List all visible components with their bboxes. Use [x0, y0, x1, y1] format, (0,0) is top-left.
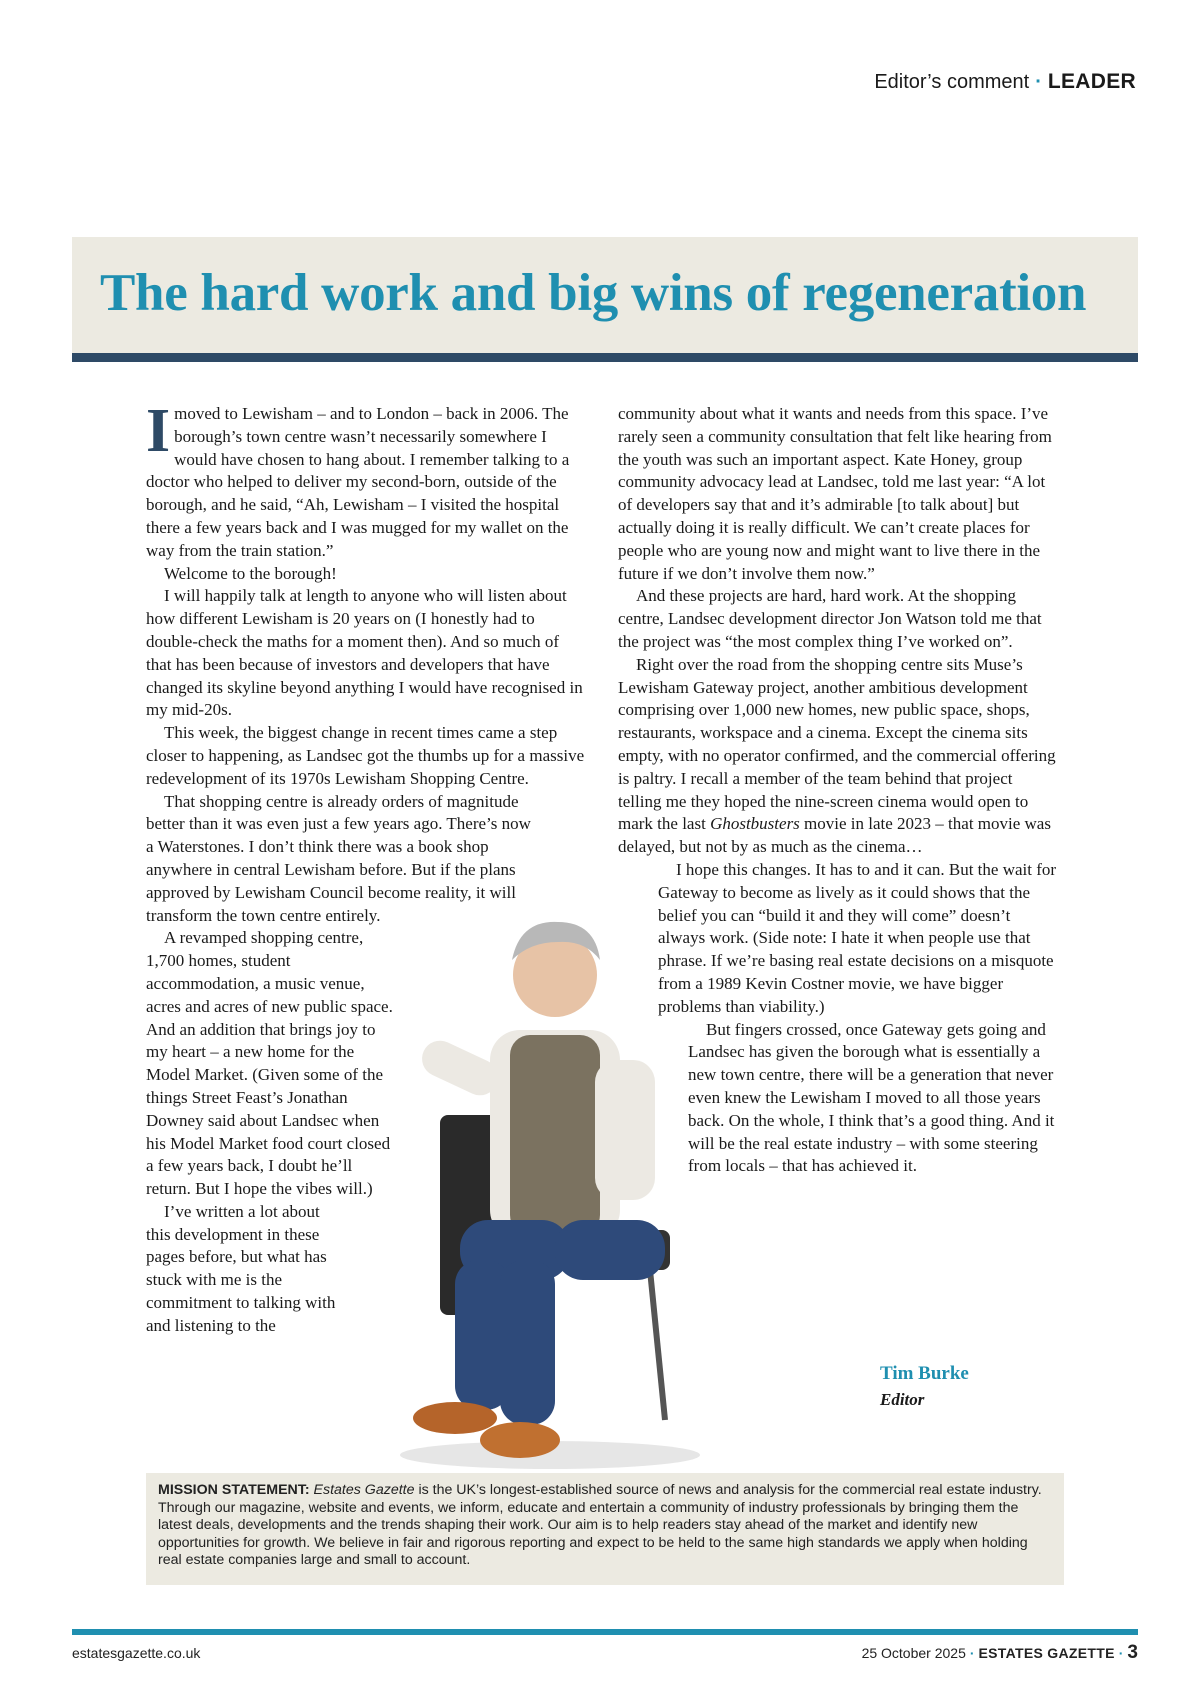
paragraph-text: moved to Lewisham – and to London – back in 2006. The borough’s town centre wasn’t necessarily somewhere I would have chosen to hang about. I remember talking to a doctor who helped to deliver my second-born, outside of the borough, and he said, “Ah, Lewisham – I visited the hospital there a few years back and I was mugged for my wallet on the way from the train station.”	[146, 404, 570, 560]
footer-publication: ESTATES GAZETTE	[978, 1645, 1115, 1661]
separator-dot: ·	[1035, 71, 1042, 93]
paragraph: I’ve written a lot about this development in these pages before, but what has stuck with me is the commitment to talking with and listening to the	[146, 1201, 336, 1335]
separator-dot: ·	[969, 1645, 975, 1661]
mission-text: is the UK’s longest-established source of news and analysis for the commercial real estate industry. Through our magazine, website and events, we inform, educate and entertain a community of industry professionals by bringing them the latest deals, developments and the trends shaping their work. Our aim is to help readers stay ahead of the market and identify new opportunities for growth. We believe in fair and rigorous reporting and expect to be held to the same high standards we apply when holding real estate companies large and small to account.	[158, 1482, 1042, 1568]
separator-dot: ·	[1118, 1645, 1124, 1661]
page-number: 3	[1127, 1642, 1138, 1663]
paragraph: But fingers crossed, once Gateway gets going and Landsec has given the borough what is essentially a new town centre, there will be a generation that never even knew the Lewisham I moved to all those years back. On the whole, I think that’s a good thing. And it will be the real estate industry – with some steering from locals – that has achieved it.	[688, 1019, 1055, 1176]
film-title: Ghostbusters	[710, 814, 800, 834]
drop-cap: I	[146, 397, 171, 465]
article-title: The hard work and big wins of regeneration	[100, 264, 1087, 322]
paragraph: That shopping centre is already orders of magnitude better than it was even just a few years ago. There’s now a Waterstones. I don’t think there was a book shop anywhere in central Lewisham before. But if the plans approved by Lewisham Council become reality, it will transform the town centre entirely.	[146, 791, 531, 925]
paragraph: community about what it wants and needs from this space. I’ve rarely seen a community consultation that felt like hearing from the youth was such an important aspect. Kate Honey, group community advocacy lead at Landsec, told me last year: “A lot of developers say that and it’s admirable [to talk about] but actually doing it is really difficult. We can’t create places for people who are young now and might want to live there in the future if we don’t involve them now.”	[618, 404, 1052, 583]
paragraph: Welcome to the borough!	[164, 563, 337, 583]
paragraph: I hope this changes. It has to and it can. But the wait for Gateway to become as lively as it could shows that the belief you can “build it and they will come” doesn’t always work. (Side note: I hate it when people use that phrase. If we’re basing real estate decisions on a misquote from a 1989 Kevin Costner movie, we have bigger problems than viability.)	[658, 859, 1057, 1016]
mission-publication: Estates Gazette	[313, 1482, 415, 1498]
footer-rule	[72, 1629, 1138, 1635]
paragraph: And these projects are hard, hard work. At the shopping centre, Landsec development director Jon Watson told me that the project was “the most complex thing I’ve worked on”.	[618, 586, 1042, 651]
paragraph-text: movie in late 2023 – that movie was delayed, but not by as much as the cinema…	[618, 814, 1051, 857]
author-role: Editor	[880, 1390, 925, 1409]
paragraph: A revamped shopping centre, 1,700 homes, student accommodation, a music venue, acres and acres of new public space. And an addition that brings joy to my heart – a new home for the Model Market. (Given some of the things Street Feast’s Jonathan Downey said about Landsec when his Model Market food court closed a few years back, I doubt he’ll return. But I hope the vibes will.)	[146, 928, 393, 1199]
mission-label: MISSION STATEMENT:	[158, 1482, 310, 1498]
paragraph: This week, the biggest change in recent times came a step closer to happening, as Landsec got the thumbs up for a massive redevelopment of its 1970s Lewisham Shopping Centre.	[146, 723, 585, 788]
footer-info	[862, 1642, 1138, 1664]
paragraph: I will happily talk at length to anyone who will listen about how different Lewisham is 20 years on (I honestly had to double-check the maths for a moment then). And so much of that has been because of investors and developers that have changed its skyline beyond anything I would have recognised in my mid-20s.	[146, 586, 583, 720]
paragraph	[146, 397, 586, 563]
author-name: Tim Burke	[880, 1363, 969, 1384]
paragraph	[618, 654, 1058, 859]
section-header	[874, 70, 1136, 94]
mission-statement	[146, 1473, 1064, 1585]
footer-date: 25 October 2025	[861, 1645, 966, 1661]
title-band	[72, 237, 1138, 353]
paragraph-text: Right over the road from the shopping centre sits Muse’s Lewisham Gateway project, another ambitious development comprising over 1,000 new homes, new public space, shops, restaurants, workspace and a cinema. Except the cinema sits empty, with no operator confirmed, and the commercial offering is paltry. I recall a member of the team behind that project telling me they hoped the nine-screen cinema would open to mark the last	[618, 654, 1056, 834]
section-name: Editor’s comment	[874, 71, 1030, 93]
footer-website: estatesgazette.co.uk	[72, 1645, 201, 1661]
section-label: LEADER	[1047, 70, 1136, 93]
editor-photo	[360, 900, 730, 1470]
title-rule	[72, 353, 1138, 362]
